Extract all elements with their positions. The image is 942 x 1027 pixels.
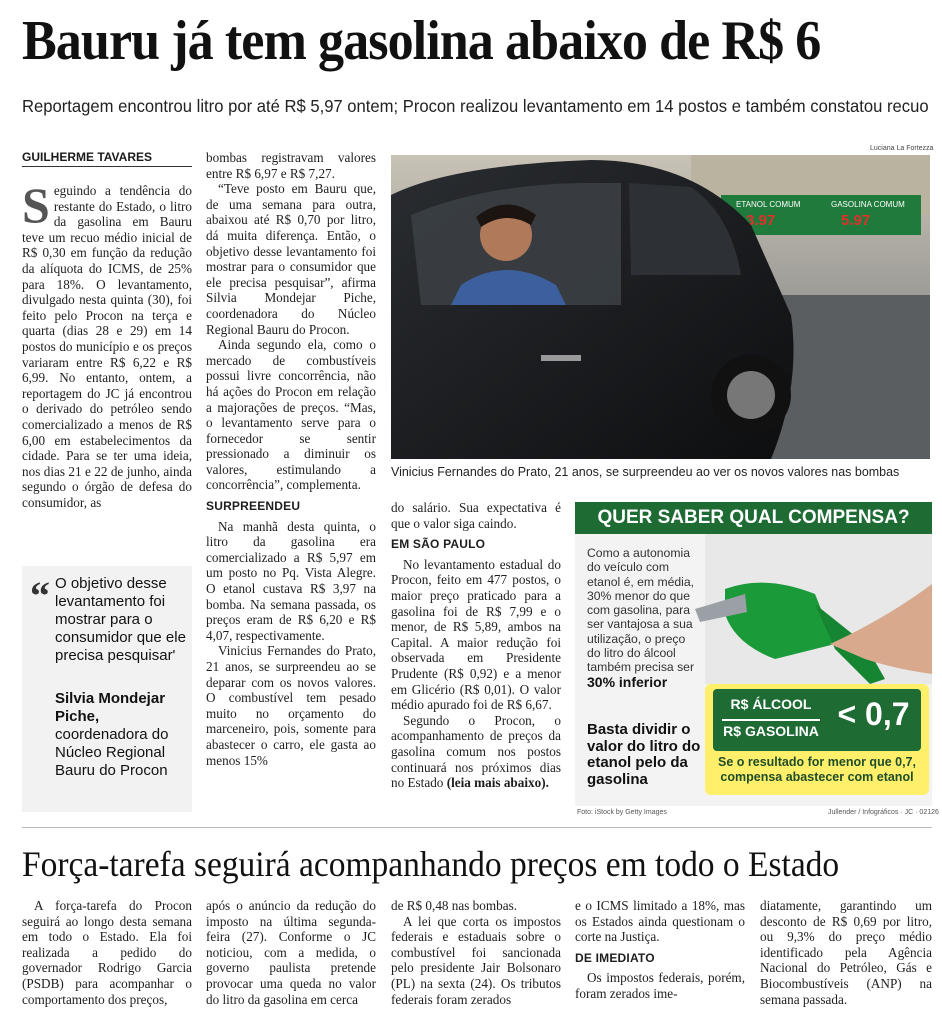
news-photo [391, 155, 930, 459]
dropcap: S [22, 177, 50, 233]
car-photo-illustration [391, 155, 930, 459]
article2-column-5 [760, 898, 932, 1007]
ratio-numerator: R$ ÁLCOOL [730, 696, 812, 712]
paragraph: de R$ 0,48 nas bombas. [391, 898, 518, 913]
paragraph: Na manhã desta quinta, o litro da gasolina era comercializado a R$ 5,97 em um posto no Pq. Vista Alegre. O etanol custava R$ 3,97 na bomba. Na semana passada, os preços eram de R$ 6,20 e R$ 4,07, respectivamente. [206, 518, 376, 643]
article2-column-3 [391, 898, 561, 1007]
infographic-credit: Jullender / Infográficos · JC · 02126 [828, 809, 939, 816]
section-subhead: EM SÃO PAULO [391, 537, 486, 552]
fraction-bar [722, 719, 820, 721]
paragraph: após o anúncio da redução do imposto na última segunda-feira (27). Conforme o JC noticiou, com a medida, o governo paulista pretende provocar uma queda no valor do litro da gasolina em cerca [206, 898, 376, 1007]
infographic-title: QUER SABER QUAL COMPENSA? [575, 502, 932, 534]
headline: Bauru já tem gasolina abaixo de R$ 6 [22, 10, 821, 72]
byline: GUILHERME TAVARES [22, 150, 192, 167]
sign-etanol-price: 3.97 [746, 212, 776, 229]
photo-caption: Vinicius Fernandes do Prato, 21 anos, se surpreendeu ao ver os novos valores nas bombas [391, 464, 900, 479]
section-subhead: SURPREENDEU [206, 499, 301, 514]
read-more: (leia mais abaixo). [446, 775, 549, 791]
paragraph: Segundo o Procon, o acompanhamento de preços da gasolina comum nos postos continuará nos próximos dias no Estado (leia mais abaixo). [391, 712, 561, 791]
ratio-threshold: < 0,7 [837, 696, 910, 732]
subheadline: Reportagem encontrou litro por até R$ 5,97 ontem; Procon realizou levantamento em 14 postos e também constatou recuo [22, 96, 929, 116]
paragraph: Vinicius Fernandes do Prato, 21 anos, se surpreendeu ao se deparar com os novos valores. O combustível tem pesado muito no orçamento do marceneiro, pois, somente para abastecer o carro, ele gasta ao menos 15% [206, 643, 376, 768]
paragraph: A força-tarefa do Procon seguirá ao longo desta semana em todo o Estado. Ela foi realizada a pedido do governador Rodrigo Garcia (PSDB) para acompanhar o comportamento dos preços, [22, 898, 192, 1007]
paragraph: bombas registravam valores entre R$ 6,97 e R$ 7,27. [206, 150, 376, 181]
paragraph: “Teve posto em Bauru que, de uma semana para outra, abaixou até R$ 0,70 por litro, dá muita diferença. Então, o objetivo desse levantamento foi mostrar para o consumidor que ele precisa pesquisar”, afirma Silvia Mondejar Piche, coordenadora do Núcleo Regional Bauru do Procon. [206, 181, 376, 337]
section-subhead: DE IMEDIATO [575, 950, 655, 965]
article2-headline: Força-tarefa seguirá acompanhando preços em todo o Estado [22, 844, 840, 884]
ratio-note: Se o resultado for menor que 0,7, compensa abastecer com etanol [718, 755, 916, 784]
quote-author-role: coordenadora do Núcleo Regional Bauru do Procon [55, 726, 169, 779]
sign-etanol-label: ETANOL COMUM [736, 200, 801, 209]
paragraph: do salário. Sua expectativa é que o valor siga caindo. [391, 500, 561, 531]
section-divider [22, 827, 932, 828]
paragraph: Ainda segundo ela, como o mercado de combustíveis possui livre concorrência, não há ações do Procon em relação a majorações de preços. “Mas, o levantamento serve para o fornecedor se sentir pressionado a diminuir os valores, estimulando a concorrência”, complementa. [206, 337, 376, 493]
article-column-2 [206, 150, 376, 768]
photo-credit: Luciana La Fortezza [870, 145, 934, 152]
sign-gasolina-label: GASOLINA COMUM [831, 200, 905, 209]
paragraph: diatamente, garantindo um desconto de R$ 0,69 por litro, ou 9,3% do preço médio identificado pela Agência Nacional do Petróleo, Gás e Biocombustíveis (ANP) na semana passada. [760, 898, 932, 1007]
infographic-highlight: 30% inferior [587, 673, 668, 690]
article2-column-2 [206, 898, 376, 1007]
article2-column-4 [575, 898, 745, 1002]
paragraph: A lei que corta os impostos federais e estaduais sobre o combustível foi sancionada pelo presidente Jair Bolsonaro (PL) na sexta (24). Os tributos federais foram zerados [391, 913, 561, 1007]
ratio-denominator: R$ GASOLINA [723, 723, 819, 739]
paragraph: e o ICMS limitado a 18%, mas os Estados ainda questionam o corte na Justiça. [575, 898, 745, 945]
infographic-text: Como a autonomia do veículo com etanol é, em média, 30% menor do que com gasolina, para ser vantajosa a sua utilização, o preço do litro do álcool também precisa ser 30% inferior [587, 546, 702, 689]
infographic-photo-credit: Foto: iStock by Getty Images [577, 809, 667, 816]
paragraph: No levantamento estadual do Procon, feito em 477 postos, o maior preço praticado para a gasolina foi de R$ 7,99 e o menor, de R$ 5,89, ambos na Capital. A maior redução foi observada em Presidente Prudente (R$ 0,92) e a menor em Glicério (R$ 0,01). O valor médio apurado foi de R$ 6,67. [391, 556, 561, 713]
article-column-3 [391, 500, 561, 791]
article-column-1 [22, 177, 192, 510]
quote-author-name: Silvia Mondejar Piche, [55, 690, 166, 725]
sign-gasolina-price: 5.97 [841, 212, 871, 229]
article2-column-1 [22, 898, 192, 1007]
paragraph: Os impostos federais, porém, foram zerados ime- [575, 970, 745, 1001]
pull-quote-author [55, 690, 190, 780]
infographic-instruction: Basta dividir o valor do litro do etanol pelo da gasolina [587, 721, 701, 788]
pull-quote-text: O objetivo desse levantamento foi mostrar para o consumidor que ele precisa pesquisar' [55, 575, 186, 664]
quote-mark-icon: “ [30, 573, 50, 618]
paragraph: eguindo a tendência do restante do Estado, o litro da gasolina em Bauru teve um recuo médio inicial de R$ 0,30 em função da redução da alíquota do ICMS, de 25% para 18%. O levantamento, divulgado nesta quinta (30), foi feito pelo Procon na terça e quarta (dias 28 e 29) em 14 postos do município e os preços variaram entre R$ 6,22 e R$ 6,99. No entanto, ontem, a reportagem do JC já encontrou o derivado do petróleo sendo comercializado a menos de R$ 6,00 em estabelecimentos da cidade. Para se ter uma ideia, nos dias 21 e 22 de junho, ainda segundo o órgão de defesa do consumidor, as [22, 183, 192, 510]
